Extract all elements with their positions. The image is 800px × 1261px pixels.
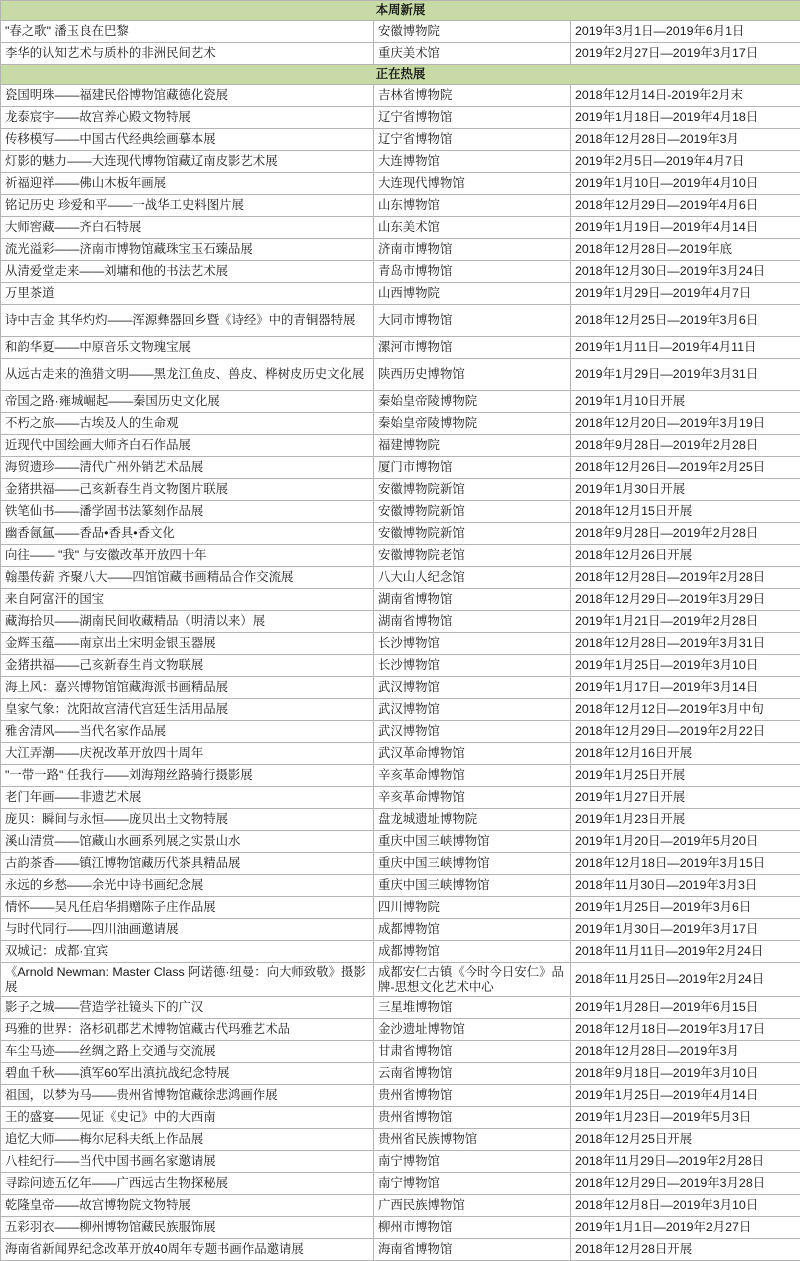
exhibition-date-cell: 2018年11月25日—2019年2月24日 [571,963,800,997]
exhibition-title-cell: 铁笔仙书——潘学固书法篆刻作品展 [1,501,374,523]
table-row [1,1195,800,1217]
exhibition-title-cell: 祈福迎祥——佛山木板年画展 [1,173,374,195]
exhibition-venue-cell: 贵州省民族博物馆 [374,1129,571,1151]
table-row [1,435,800,457]
exhibition-venue-cell: 青岛市博物馆 [374,261,571,283]
exhibition-date-cell: 2018年11月30日—2019年3月3日 [571,875,800,897]
exhibition-venue-cell: 云南省博物馆 [374,1063,571,1085]
exhibition-title-cell: 铭记历史 珍爱和平——一战华工史料图片展 [1,195,374,217]
table-row [1,457,800,479]
exhibition-date-cell: 2018年12月18日—2019年3月15日 [571,853,800,875]
table-row [1,173,800,195]
exhibition-date-cell: 2019年1月25日—2019年3月6日 [571,897,800,919]
table-row [1,107,800,129]
exhibition-date-cell: 2019年2月5日—2019年4月7日 [571,151,800,173]
exhibition-date-cell: 2019年1月29日—2019年3月31日 [571,359,800,391]
table-row [1,217,800,239]
exhibition-venue-cell: 湖南省博物馆 [374,611,571,633]
table-row [1,721,800,743]
exhibition-title-cell: 诗中吉金 其华灼灼——浑源彝器回乡暨《诗经》中的青铜器特展 [1,305,374,337]
exhibition-date-cell: 2019年2月27日—2019年3月17日 [571,43,800,65]
table-row [1,359,800,391]
exhibition-date-cell: 2019年1月23日—2019年5月3日 [571,1107,800,1129]
exhibition-venue-cell: 大同市博物馆 [374,305,571,337]
exhibition-title-cell: 金猪拱福——己亥新春生肖文物图片联展 [1,479,374,501]
exhibition-date-cell: 2019年1月18日—2019年4月18日 [571,107,800,129]
exhibition-venue-cell: 湖南省博物馆 [374,589,571,611]
exhibition-date-cell: 2018年12月28日—2019年3月 [571,129,800,151]
exhibition-title-cell: 玛雅的世界：洛杉矶郡艺术博物馆藏古代玛雅艺术品 [1,1019,374,1041]
exhibition-venue-cell: 重庆中国三峡博物馆 [374,853,571,875]
exhibition-date-cell: 2018年12月29日—2019年3月29日 [571,589,800,611]
table-row [1,239,800,261]
exhibition-title-cell: 情怀——吴凡任启华捐赠陈子庄作品展 [1,897,374,919]
exhibition-venue-cell: 成都博物馆 [374,919,571,941]
exhibition-date-cell: 2019年3月1日—2019年6月1日 [571,21,800,43]
exhibition-date-cell: 2018年9月28日—2019年2月28日 [571,523,800,545]
exhibition-venue-cell: 安徽博物院新馆 [374,501,571,523]
table-row [1,545,800,567]
exhibition-title-cell: 流光溢彩——济南市博物馆藏珠宝玉石臻品展 [1,239,374,261]
table-row [1,413,800,435]
exhibition-title-cell: 碧血千秋——滇军60军出滇抗战纪念特展 [1,1063,374,1085]
exhibition-title-cell: 海南省新闻界纪念改革开放40周年专题书画作品邀请展 [1,1239,374,1261]
table-row [1,699,800,721]
exhibition-date-cell: 2018年11月11日—2019年2月24日 [571,941,800,963]
exhibition-table-body [1,1,800,1261]
exhibition-date-cell: 2018年12月30日—2019年3月24日 [571,261,800,283]
table-row [1,853,800,875]
exhibition-date-cell: 2019年1月21日—2019年2月28日 [571,611,800,633]
exhibition-date-cell: 2018年12月26日—2019年2月25日 [571,457,800,479]
table-row [1,43,800,65]
exhibition-venue-cell: 安徽博物院 [374,21,571,43]
exhibition-title-cell: 从清爱堂走来——刘墉和他的书法艺术展 [1,261,374,283]
exhibition-title-cell: 雅舍清风——当代名家作品展 [1,721,374,743]
exhibition-date-cell: 2018年12月29日—2019年4月6日 [571,195,800,217]
exhibition-date-cell: 2018年12月16日开展 [571,743,800,765]
exhibition-date-cell: 2018年12月20日—2019年3月19日 [571,413,800,435]
exhibition-title-cell: 来自阿富汗的国宝 [1,589,374,611]
table-row [1,875,800,897]
exhibition-title-cell: "春之歌" 潘玉良在巴黎 [1,21,374,43]
table-row [1,1085,800,1107]
exhibition-venue-cell: 武汉革命博物馆 [374,743,571,765]
exhibition-venue-cell: 成都博物馆 [374,941,571,963]
exhibition-title-cell: 灯影的魅力——大连现代博物馆藏辽南皮影艺术展 [1,151,374,173]
exhibition-title-cell: 李华的认知艺术与质朴的非洲民间艺术 [1,43,374,65]
exhibition-date-cell: 2019年1月1日—2019年2月27日 [571,1217,800,1239]
exhibition-title-cell: 与时代同行——四川油画邀请展 [1,919,374,941]
exhibition-venue-cell: 重庆美术馆 [374,43,571,65]
exhibition-title-cell: 和韵华夏——中原音乐文物瑰宝展 [1,337,374,359]
exhibition-date-cell: 2018年12月14日-2019年2月末 [571,85,800,107]
table-row [1,765,800,787]
exhibition-date-cell: 2019年1月28日—2019年6月15日 [571,997,800,1019]
exhibition-venue-cell: 辽宁省博物馆 [374,129,571,151]
table-row [1,21,800,43]
exhibition-venue-cell: 秦始皇帝陵博物院 [374,391,571,413]
exhibition-venue-cell: 甘肃省博物馆 [374,1041,571,1063]
exhibition-venue-cell: 安徽博物院新馆 [374,479,571,501]
exhibition-venue-cell: 南宁博物馆 [374,1151,571,1173]
exhibition-venue-cell: 广西民族博物馆 [374,1195,571,1217]
exhibition-date-cell: 2018年12月29日—2019年2月22日 [571,721,800,743]
exhibition-title-cell: 金辉玉蕴——南京出土宋明金银玉器展 [1,633,374,655]
exhibition-date-cell: 2018年12月28日开展 [571,1239,800,1261]
table-row [1,305,800,337]
exhibition-venue-cell: 南宁博物馆 [374,1173,571,1195]
exhibition-title-cell: 双城记：成都·宜宾 [1,941,374,963]
table-row [1,831,800,853]
table-row [1,261,800,283]
exhibition-venue-cell: 贵州省博物馆 [374,1085,571,1107]
exhibition-venue-cell: 四川博物院 [374,897,571,919]
table-row [1,655,800,677]
exhibition-venue-cell: 武汉博物馆 [374,699,571,721]
exhibition-title-cell: 金猪拱福——己亥新春生肖文物联展 [1,655,374,677]
table-row [1,523,800,545]
exhibition-title-cell: 龙泰宸宇——故宫养心殿文物特展 [1,107,374,129]
exhibition-date-cell: 2019年1月25日—2019年3月10日 [571,655,800,677]
exhibition-date-cell: 2019年1月11日—2019年4月11日 [571,337,800,359]
exhibition-venue-cell: 厦门市博物馆 [374,457,571,479]
table-row [1,743,800,765]
table-row [1,997,800,1019]
table-row [1,1019,800,1041]
exhibition-date-cell: 2018年12月15日开展 [571,501,800,523]
section-header-row [1,1,800,21]
exhibition-title-cell: 永远的乡愁——余光中诗书画纪念展 [1,875,374,897]
exhibition-venue-cell: 武汉博物馆 [374,721,571,743]
exhibition-title-cell: 幽香氤氲——香品•香具•香文化 [1,523,374,545]
exhibition-venue-cell: 辽宁省博物馆 [374,107,571,129]
table-row [1,85,800,107]
exhibition-date-cell: 2019年1月27日开展 [571,787,800,809]
table-row [1,151,800,173]
exhibition-date-cell: 2018年12月26日开展 [571,545,800,567]
exhibition-venue-cell: 山东美术馆 [374,217,571,239]
exhibition-date-cell: 2018年9月28日—2019年2月28日 [571,435,800,457]
exhibition-venue-cell: 秦始皇帝陵博物院 [374,413,571,435]
exhibition-title-cell: 乾隆皇帝——故宫博物院文物特展 [1,1195,374,1217]
exhibition-title-cell: 翰墨传薪 齐聚八大——四馆馆藏书画精品合作交流展 [1,567,374,589]
exhibition-date-cell: 2018年11月29日—2019年2月28日 [571,1151,800,1173]
exhibition-title-cell: 影子之城——营造学社镜头下的广汉 [1,997,374,1019]
table-row [1,283,800,305]
exhibition-date-cell: 2019年1月20日—2019年5月20日 [571,831,800,853]
section-header-new-this-week: 本周新展 [1,1,800,21]
table-row [1,1063,800,1085]
table-row [1,129,800,151]
table-row [1,633,800,655]
exhibition-title-cell: 五彩羽衣——柳州博物馆藏民族服饰展 [1,1217,374,1239]
exhibition-date-cell: 2018年12月8日—2019年3月10日 [571,1195,800,1217]
exhibition-title-cell: 从远古走来的渔猎文明——黑龙江鱼皮、兽皮、桦树皮历史文化展 [1,359,374,391]
exhibition-venue-cell: 长沙博物馆 [374,655,571,677]
exhibition-title-cell: 寻踪问迹五亿年——广西远古生物探秘展 [1,1173,374,1195]
exhibition-date-cell: 2019年1月30日—2019年3月17日 [571,919,800,941]
exhibition-date-cell: 2019年1月30日开展 [571,479,800,501]
table-row [1,1151,800,1173]
exhibition-title-cell: 万里茶道 [1,283,374,305]
exhibition-venue-cell: 柳州市博物馆 [374,1217,571,1239]
exhibition-title-cell: 不朽之旅——古埃及人的生命观 [1,413,374,435]
exhibition-title-cell: 藏海拾贝——湖南民间收藏精品（明清以来）展 [1,611,374,633]
exhibition-venue-cell: 福建博物院 [374,435,571,457]
exhibition-title-cell: 王的盛宴——见证《史记》中的大西南 [1,1107,374,1129]
exhibition-venue-cell: 山东博物馆 [374,195,571,217]
exhibition-date-cell: 2018年12月25日开展 [571,1129,800,1151]
exhibition-date-cell: 2018年12月28日—2019年3月 [571,1041,800,1063]
table-row [1,941,800,963]
exhibition-venue-cell: 盘龙城遗址博物院 [374,809,571,831]
exhibition-venue-cell: 贵州省博物馆 [374,1107,571,1129]
exhibition-venue-cell: 长沙博物馆 [374,633,571,655]
exhibition-title-cell: 老门年画——非遗艺术展 [1,787,374,809]
exhibition-venue-cell: 吉林省博物院 [374,85,571,107]
table-row [1,963,800,997]
exhibition-title-cell: 祖国，以梦为马——贵州省博物馆藏徐悲鸿画作展 [1,1085,374,1107]
exhibition-date-cell: 2018年12月25日—2019年3月6日 [571,305,800,337]
table-row [1,919,800,941]
table-row [1,479,800,501]
exhibition-date-cell: 2019年1月19日—2019年4月14日 [571,217,800,239]
exhibition-venue-cell: 山西博物院 [374,283,571,305]
exhibition-venue-cell: 重庆中国三峡博物馆 [374,831,571,853]
exhibition-title-cell: 溪山清赏——馆藏山水画系列展之实景山水 [1,831,374,853]
table-row [1,677,800,699]
exhibition-title-cell: 车尘马迹——丝绸之路上交通与交流展 [1,1041,374,1063]
table-row [1,1217,800,1239]
exhibition-venue-cell: 辛亥革命博物馆 [374,765,571,787]
table-row [1,809,800,831]
table-row [1,1107,800,1129]
exhibition-venue-cell: 济南市博物馆 [374,239,571,261]
table-row [1,1173,800,1195]
exhibition-title-cell: 大江弄潮——庆祝改革开放四十周年 [1,743,374,765]
exhibition-title-cell: 瓷国明珠——福建民俗博物馆藏德化瓷展 [1,85,374,107]
exhibition-title-cell: 海上风：嘉兴博物馆馆藏海派书画精品展 [1,677,374,699]
exhibition-venue-cell: 武汉博物馆 [374,677,571,699]
section-header-row [1,65,800,85]
exhibition-title-cell: 海贸遗珍——清代广州外销艺术品展 [1,457,374,479]
exhibition-venue-cell: 金沙遗址博物馆 [374,1019,571,1041]
exhibition-title-cell: 《Arnold Newman: Master Class 阿诺德·纽曼：向大师致敬》摄影展 [1,963,374,997]
exhibition-date-cell: 2019年1月17日—2019年3月14日 [571,677,800,699]
table-row [1,1129,800,1151]
exhibition-title-cell: 八桂纪行——当代中国书画名家邀请展 [1,1151,374,1173]
exhibition-venue-cell: 大连现代博物馆 [374,173,571,195]
exhibition-title-cell: 向往—— "我" 与安徽改革开放四十年 [1,545,374,567]
exhibition-date-cell: 2019年1月29日—2019年4月7日 [571,283,800,305]
table-row [1,787,800,809]
table-row [1,567,800,589]
exhibition-title-cell: "一带一路" 任我行——刘海翔丝路骑行摄影展 [1,765,374,787]
exhibition-title-cell: 追忆大师——梅尔尼科夫纸上作品展 [1,1129,374,1151]
exhibition-venue-cell: 三星堆博物馆 [374,997,571,1019]
exhibition-date-cell: 2019年1月10日—2019年4月10日 [571,173,800,195]
section-header-currently-popular: 正在热展 [1,65,800,85]
table-row [1,1239,800,1261]
exhibition-title-cell: 近现代中国绘画大师齐白石作品展 [1,435,374,457]
exhibition-date-cell: 2018年12月28日—2019年2月28日 [571,567,800,589]
table-row [1,391,800,413]
exhibition-venue-cell: 八大山人纪念馆 [374,567,571,589]
table-row [1,897,800,919]
exhibition-title-cell: 皇家气象：沈阳故宫清代宫廷生活用品展 [1,699,374,721]
exhibition-venue-cell: 辛亥革命博物馆 [374,787,571,809]
exhibition-date-cell: 2018年9月18日—2019年3月10日 [571,1063,800,1085]
table-row [1,1041,800,1063]
exhibition-date-cell: 2019年1月25日—2019年4月14日 [571,1085,800,1107]
exhibition-title-cell: 帝国之路·雍城崛起——秦国历史文化展 [1,391,374,413]
exhibition-venue-cell: 海南省博物馆 [374,1239,571,1261]
table-row [1,589,800,611]
table-row [1,611,800,633]
exhibition-venue-cell: 成都安仁古镇《今时今日安仁》品牌-思想文化艺术中心 [374,963,571,997]
table-row [1,337,800,359]
exhibition-venue-cell: 大连博物馆 [374,151,571,173]
exhibition-date-cell: 2018年12月29日—2019年3月28日 [571,1173,800,1195]
exhibition-venue-cell: 重庆中国三峡博物馆 [374,875,571,897]
exhibition-venue-cell: 安徽博物院老馆 [374,545,571,567]
exhibition-title-cell: 大师窖藏——齐白石特展 [1,217,374,239]
exhibition-date-cell: 2019年1月23日开展 [571,809,800,831]
exhibition-title-cell: 庞贝：瞬间与永恒——庞贝出土文物特展 [1,809,374,831]
exhibition-date-cell: 2018年12月12日—2019年3月中旬 [571,699,800,721]
exhibition-date-cell: 2018年12月28日—2019年3月31日 [571,633,800,655]
exhibition-venue-cell: 陕西历史博物馆 [374,359,571,391]
exhibition-venue-cell: 漯河市博物馆 [374,337,571,359]
exhibition-date-cell: 2019年1月10日开展 [571,391,800,413]
exhibition-venue-cell: 安徽博物院新馆 [374,523,571,545]
exhibition-title-cell: 传移模写——中国古代经典绘画摹本展 [1,129,374,151]
exhibition-date-cell: 2018年12月28日—2019年底 [571,239,800,261]
exhibition-title-cell: 古韵茶香——镇江博物馆藏历代茶具精品展 [1,853,374,875]
exhibition-date-cell: 2018年12月18日—2019年3月17日 [571,1019,800,1041]
table-row [1,501,800,523]
table-row [1,195,800,217]
exhibition-date-cell: 2019年1月25日开展 [571,765,800,787]
